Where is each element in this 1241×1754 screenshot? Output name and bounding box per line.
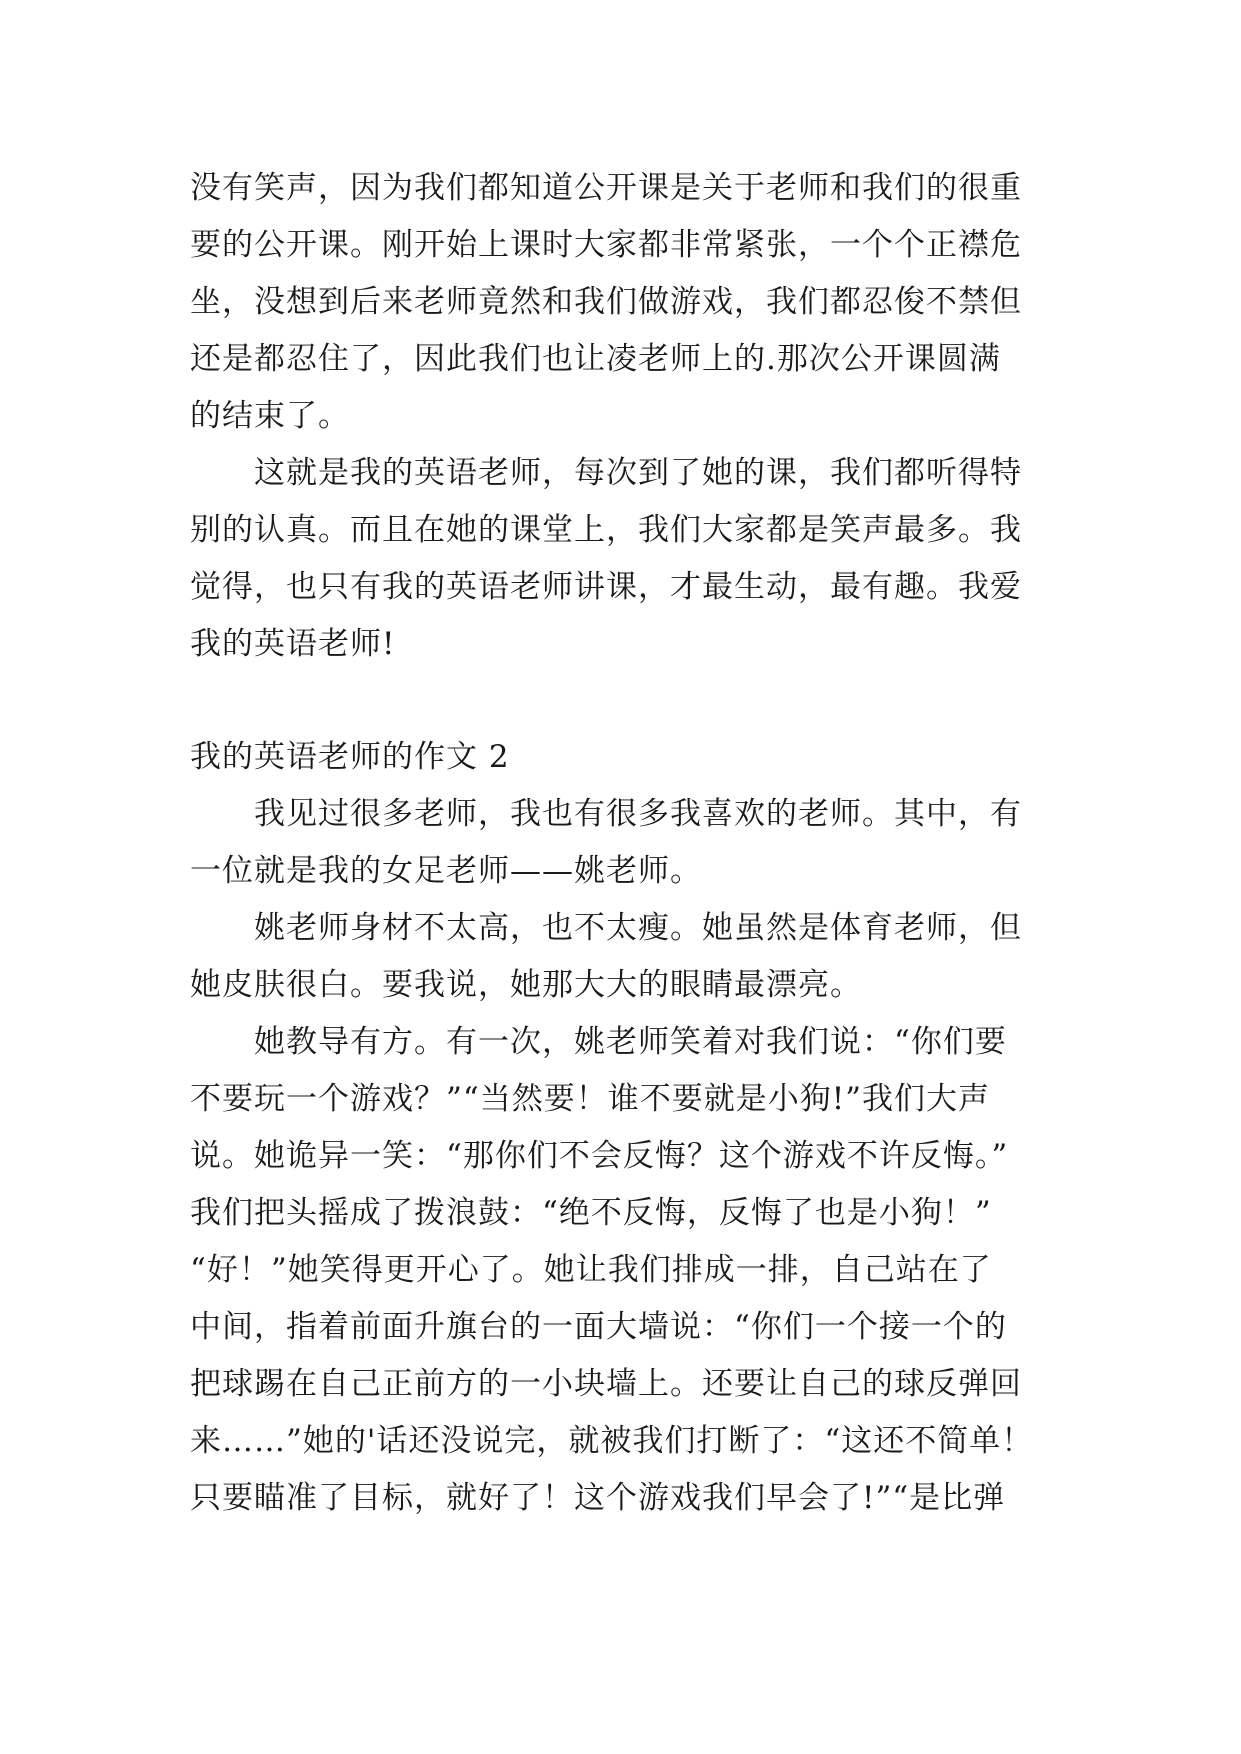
paragraph-line: 没有笑声，因为我们都知道公开课是关于老师和我们的很重 [190,170,1022,206]
paragraph-line: 觉得，也只有我的英语老师讲课，才最生动，最有趣。我爱 [190,569,1022,605]
paragraph-line: 还是都忍住了，因此我们也让凌老师上的.那次公开课圆满 [190,341,1001,377]
paragraph-line: 把球踢在自己正前方的一小块墙上。还要让自己的球反弹回 [190,1366,1022,1402]
paragraph-line: 的结束了。 [190,398,350,434]
paragraph-line: 别的认真。而且在她的课堂上，我们大家都是笑声最多。我 [190,512,1022,548]
paragraph-line: 坐，没想到后来老师竟然和我们做游戏，我们都忍俊不禁但 [190,284,1022,320]
paragraph-line: 她教导有方。有一次，姚老师笑着对我们说：“你们要 [254,1024,1007,1060]
paragraph-line: 说。她诡异一笑：“那你们不会反悔？这个游戏不许反悔。” [190,1138,1009,1174]
section-heading: 我的英语老师的作文 2 [190,739,510,775]
paragraph-line: 我的英语老师! [190,626,396,662]
paragraph-line: 不要玩一个游戏？”“当然要！谁不要就是小狗!”我们大声 [190,1081,990,1117]
paragraph-line: 我见过很多老师，我也有很多我喜欢的老师。其中，有 [254,796,1022,832]
paragraph-line: 只要瞄准了目标，就好了！这个游戏我们早会了!”“是比弹 [190,1480,1006,1516]
paragraph-line: 要的公开课。刚开始上课时大家都非常紧张，一个个正襟危 [190,227,1022,263]
paragraph-line: 我们把头摇成了拨浪鼓：“绝不反悔，反悔了也是小狗！” [190,1195,992,1231]
paragraph-line: “好！”她笑得更开心了。她让我们排成一排，自己站在了 [190,1252,992,1288]
paragraph-line: 她皮肤很白。要我说，她那大大的眼睛最漂亮。 [190,967,862,1003]
paragraph-line: 来……”她的'话还没说完，就被我们打断了：“这还不简单！ [190,1423,1034,1459]
paragraph-line: 姚老师身材不太高，也不太瘦。她虽然是体育老师，但 [254,910,1022,946]
paragraph-line: 一位就是我的女足老师——姚老师。 [190,853,702,889]
paragraph-line: 中间，指着前面升旗台的一面大墙说：“你们一个接一个的 [190,1309,1007,1345]
paragraph-line: 这就是我的英语老师，每次到了她的课，我们都听得特 [254,455,1022,491]
